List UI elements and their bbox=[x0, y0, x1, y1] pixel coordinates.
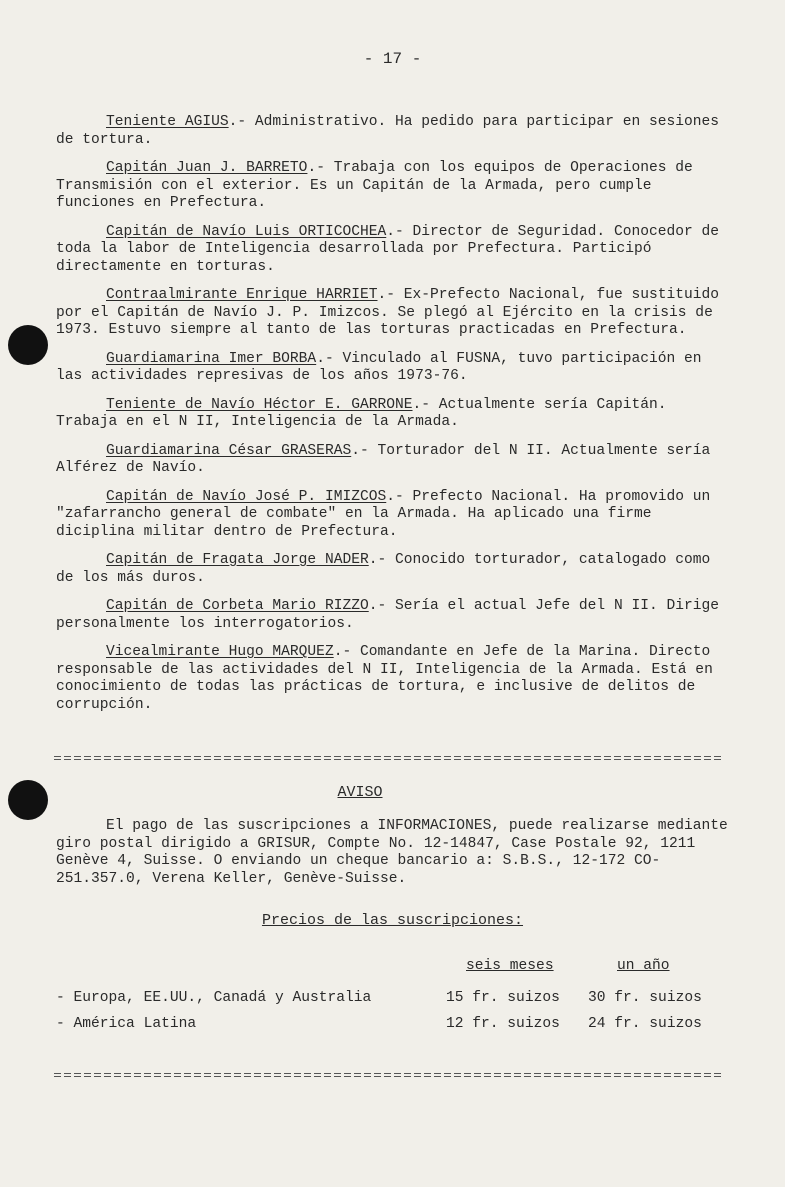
price-region: - América Latina bbox=[56, 1016, 197, 1032]
entry-name: Capitán de Navío José P. IMIZCOS bbox=[106, 488, 387, 505]
entry bbox=[56, 644, 736, 714]
entry bbox=[56, 114, 736, 149]
entry-text: .- Torturador del N II. Actualmente sería Alférez de Navío. bbox=[56, 442, 711, 476]
page-number: - 17 - bbox=[363, 50, 422, 68]
entry-text: .- Director de Seguridad. Conocedor de toda la labor de Inteligencia desarrollada por Prefectura. Participó directamente en torturas. bbox=[56, 223, 720, 275]
entry-name: Capitán de Corbeta Mario RIZZO bbox=[106, 598, 369, 614]
entry-text: .- Actualmente sería Capitán. Trabaja en el N II, Inteligencia de la Armada. bbox=[56, 396, 667, 430]
entry-name: Capitán Juan J. BARRETO bbox=[106, 160, 308, 176]
entry bbox=[56, 397, 736, 432]
punch-hole bbox=[8, 325, 48, 365]
entry-name: Guardiamarina Imer BORBA bbox=[106, 350, 317, 367]
entry bbox=[56, 160, 736, 213]
entry-text: .- Ex-Prefecto Nacional, fue sustituido por el Capitán de Navío J. P. Imizcos. Se plegó al Ejército en la crisis de 1973. Estuvo siempre al tanto de las torturas practicadas en Prefectura. bbox=[56, 287, 720, 338]
entry-name: Contraalmirante Enrique HARRIET bbox=[106, 287, 378, 303]
entry-name: Teniente AGIUS bbox=[106, 114, 229, 130]
entry bbox=[56, 598, 736, 633]
precios-title bbox=[0, 912, 785, 929]
price-year: 24 fr. suizos bbox=[588, 1016, 702, 1032]
entry bbox=[56, 351, 736, 386]
entry-name: Vicealmirante Hugo MARQUEZ bbox=[106, 644, 334, 660]
entry-name: Capitán de Navío Luis ORTICOCHEA bbox=[106, 223, 387, 240]
entry-text: .- Prefecto Nacional. Ha promovido un "zafarrancho general de combate" en la Armada. Ha aplicado una firme diciplina militar dentro de Prefectura. bbox=[56, 488, 711, 540]
separator-line bbox=[54, 755, 722, 761]
price-six: 12 fr. suizos bbox=[446, 1016, 560, 1032]
price-six: 15 fr. suizos bbox=[446, 990, 560, 1006]
entry bbox=[56, 489, 736, 542]
price-year: 30 fr. suizos bbox=[588, 990, 702, 1006]
entry bbox=[56, 552, 736, 587]
col-six-months: seis meses bbox=[466, 958, 554, 974]
separator-line bbox=[54, 1072, 722, 1078]
entry-text: .- Sería el actual Jefe del N II. Dirige personalmente los interrogatorios. bbox=[56, 598, 720, 632]
entry-text: .- Conocido torturador, catalogado como de los más duros. bbox=[56, 552, 711, 586]
entry bbox=[56, 443, 736, 478]
entry-text: .- Trabaja con los equipos de Operaciones de Transmisión con el exterior. Es un Capitán de la Armada, pero cumple funciones en Prefectura. bbox=[56, 160, 693, 211]
entry-name: Teniente de Navío Héctor E. GARRONE bbox=[106, 396, 413, 413]
entry-text: .- Administrativo. Ha pedido para participar en sesiones de tortura. bbox=[56, 114, 720, 148]
aviso-text: El pago de las suscripciones a INFORMACIONES, puede realizarse mediante giro postal dirigido a GRISUR, Compte No. 12-14847, Case Postale 92, 1211 Genève 4, Suisse. O enviando un cheque bancario a: S.B.S., 12-172 CO-251.357.0, Verena Keller, Genève-Suisse. bbox=[56, 818, 728, 887]
precios-title-text: Precios de las suscripciones: bbox=[261, 912, 524, 929]
personnel-list bbox=[56, 114, 736, 725]
entry bbox=[56, 224, 736, 277]
col-one-year: un año bbox=[617, 958, 670, 974]
aviso-title: AVISO bbox=[337, 784, 383, 801]
price-region: - Europa, EE.UU., Canadá y Australia bbox=[56, 990, 372, 1006]
entry-text: .- Comandante en Jefe de la Marina. Directo responsable de las actividades del N II, Inteligencia de la Armada. Está en conocimiento de todas las prácticas de tortura, e inclusive de delitos de corrupción. bbox=[56, 644, 713, 713]
entry-name: Capitán de Fragata Jorge NADER bbox=[106, 552, 369, 568]
entry bbox=[56, 287, 736, 340]
entry-name: Guardiamarina César GRASERAS bbox=[106, 442, 352, 459]
entry-text: .- Vinculado al FUSNA, tuvo participación en las actividades represivas de los años 1973-76. bbox=[56, 350, 702, 384]
